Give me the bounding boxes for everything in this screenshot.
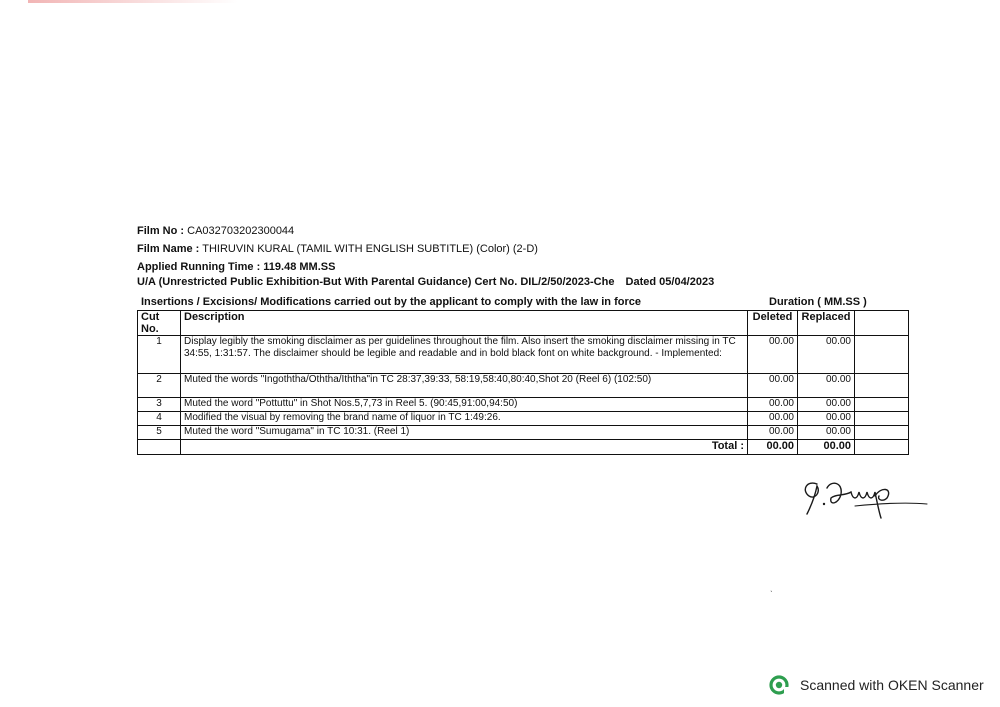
description-cell: Modified the visual by removing the brand name of liquor in TC 1:49:26. <box>181 412 748 426</box>
blank-cell <box>855 440 909 455</box>
table-row <box>138 426 909 440</box>
description-cell: Muted the word "Pottuttu" in Shot Nos.5,7,73 in Reel 5. (90:45,91:00,94:50) <box>181 398 748 412</box>
scanner-text: Scanned with OKEN Scanner <box>800 677 984 693</box>
table-row <box>138 374 909 398</box>
cut-no-cell: 5 <box>138 426 181 440</box>
dated-value: 05/04/2023 <box>659 276 715 288</box>
deleted-cell: 00.00 <box>748 412 798 426</box>
deleted-cell: 00.00 <box>748 398 798 412</box>
cut-no-cell: 2 <box>138 374 181 398</box>
film-no-label: Film No : <box>137 225 185 237</box>
scan-speck: ˎ <box>770 582 773 592</box>
film-no-line <box>137 225 294 237</box>
total-deleted: 00.00 <box>748 440 798 455</box>
signature <box>795 470 935 530</box>
replaced-cell: 00.00 <box>798 398 855 412</box>
cuts-table <box>137 310 909 455</box>
table-row <box>138 412 909 426</box>
table-row <box>138 336 909 374</box>
film-no-value: CA032703202300044 <box>187 225 295 237</box>
cut-no-cell: 4 <box>138 412 181 426</box>
film-name-line <box>137 243 538 255</box>
replaced-cell: 00.00 <box>798 426 855 440</box>
replaced-cell: 00.00 <box>798 374 855 398</box>
total-label: Total : <box>181 440 748 455</box>
total-replaced: 00.00 <box>798 440 855 455</box>
running-time-label: Applied Running Time : <box>137 261 261 273</box>
running-time-line <box>137 261 335 273</box>
col-cut-no: Cut No. <box>138 311 181 336</box>
description-cell: Display legibly the smoking disclaimer as per guidelines throughout the film. Also insert the smoking disclaimer missing in TC 34:55, 1:31:57. The disclaimer should be legible and readable and in bold black font on white background. - Implemented: <box>181 336 748 374</box>
dated-label: Dated <box>625 276 657 288</box>
table-header-row <box>138 311 909 336</box>
duration-heading: Duration ( MM.SS ) <box>769 296 867 308</box>
replaced-cell: 00.00 <box>798 412 855 426</box>
blank-cell <box>855 426 909 440</box>
col-replaced: Replaced <box>798 311 855 336</box>
col-description: Description <box>181 311 748 336</box>
table-row <box>138 398 909 412</box>
blank-cell <box>855 412 909 426</box>
certificate-text: U/A (Unrestricted Public Exhibition-But With Parental Guidance) Cert No. <box>137 276 518 288</box>
deleted-cell: 00.00 <box>748 374 798 398</box>
replaced-cell: 00.00 <box>798 336 855 374</box>
film-name-label: Film Name : <box>137 243 200 255</box>
scanner-watermark <box>768 674 984 696</box>
blank-cell <box>855 336 909 374</box>
oken-scanner-logo-icon <box>768 674 790 696</box>
running-time-value: 119.48 MM.SS <box>263 261 336 273</box>
blank-cell <box>855 374 909 398</box>
cut-no-cell: 1 <box>138 336 181 374</box>
cert-no-value: DIL/2/50/2023-Che <box>520 276 615 288</box>
description-cell: Muted the word "Sumugama" in TC 10:31. (Reel 1) <box>181 426 748 440</box>
scan-edge-mark <box>28 0 238 3</box>
certificate-line <box>137 276 714 288</box>
deleted-cell: 00.00 <box>748 426 798 440</box>
film-name-value: THIRUVIN KURAL (TAMIL WITH ENGLISH SUBTITLE) (Color) (2-D) <box>202 243 538 255</box>
col-deleted: Deleted <box>748 311 798 336</box>
cut-no-cell: 3 <box>138 398 181 412</box>
col-blank <box>855 311 909 336</box>
total-blank-cell <box>138 440 181 455</box>
deleted-cell: 00.00 <box>748 336 798 374</box>
blank-cell <box>855 398 909 412</box>
total-row <box>138 440 909 455</box>
description-cell: Muted the words "Ingoththa/Oththa/Iththa"in TC 28:37,39:33, 58:19,58:40,80:40,Shot 20 (Reel 6) (102:50) <box>181 374 748 398</box>
insertions-heading: Insertions / Excisions/ Modifications carried out by the applicant to comply with the law in force <box>141 296 641 308</box>
